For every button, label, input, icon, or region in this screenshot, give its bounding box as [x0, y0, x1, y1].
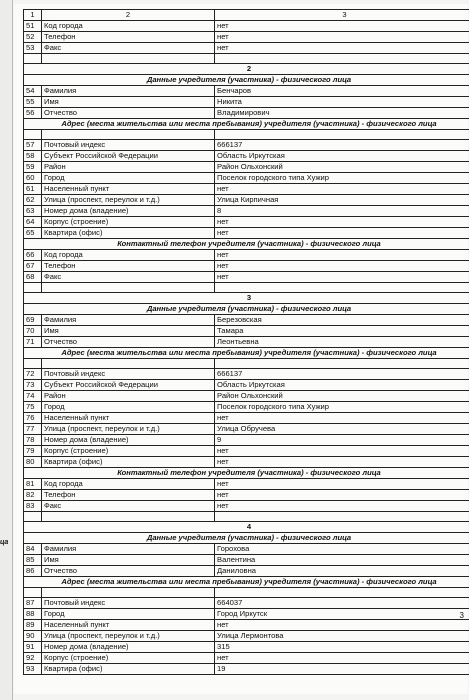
row-value: нет	[215, 490, 469, 501]
table-row	[24, 391, 469, 402]
row-value: 666137	[215, 140, 469, 151]
row-number: 58	[24, 151, 42, 162]
heading-text: Данные учредителя (участника) - физического лица	[24, 304, 469, 315]
row-number: 71	[24, 337, 42, 348]
heading-text: Адрес (места жительства или места пребывания) учредителя (участника) - физического лица	[24, 577, 469, 588]
spacer-row	[24, 283, 469, 293]
row-value: Леонтьевна	[215, 337, 469, 348]
row-value: нет	[215, 21, 469, 32]
row-number: 85	[24, 555, 42, 566]
row-value: нет	[215, 413, 469, 424]
row-value: Район Ольхонский	[215, 162, 469, 173]
row-label: Отчество	[42, 566, 215, 577]
subsection-heading	[24, 304, 469, 315]
table-row	[24, 108, 469, 119]
row-label: Населенный пункт	[42, 413, 215, 424]
heading-text: Контактный телефон учредителя (участника) - физического лица	[24, 468, 469, 479]
table-row	[24, 151, 469, 162]
table-row	[24, 424, 469, 435]
row-number: 56	[24, 108, 42, 119]
row-label: Населенный пункт	[42, 184, 215, 195]
row-value: 664037	[215, 598, 469, 609]
row-label: Факс	[42, 501, 215, 512]
row-value: нет	[215, 620, 469, 631]
row-value: нет	[215, 272, 469, 283]
row-value: нет	[215, 261, 469, 272]
row-number: 74	[24, 391, 42, 402]
row-label: Почтовый индекс	[42, 598, 215, 609]
row-label: Телефон	[42, 490, 215, 501]
row-value: 9	[215, 435, 469, 446]
founder-section-number	[24, 64, 469, 75]
row-number: 61	[24, 184, 42, 195]
row-label: Корпус (строение)	[42, 446, 215, 457]
table-row	[24, 272, 469, 283]
table-row	[24, 250, 469, 261]
row-number: 54	[24, 86, 42, 97]
row-value: Бенчаров	[215, 86, 469, 97]
table-row	[24, 380, 469, 391]
heading-text: Контактный телефон учредителя (участника) - физического лица	[24, 239, 469, 250]
founder-section-number	[24, 522, 469, 533]
row-value: нет	[215, 43, 469, 54]
table-row	[24, 631, 469, 642]
row-label: Город	[42, 402, 215, 413]
row-value: Тамара	[215, 326, 469, 337]
table-row	[24, 32, 469, 43]
row-value: нет	[215, 184, 469, 195]
row-value: нет	[215, 653, 469, 664]
founders-table	[23, 9, 469, 675]
table-row	[24, 173, 469, 184]
row-value: Даниловна	[215, 566, 469, 577]
spacer-row	[24, 512, 469, 522]
table-row	[24, 620, 469, 631]
table-row	[24, 326, 469, 337]
table-row	[24, 457, 469, 468]
table-row	[24, 315, 469, 326]
row-label: Телефон	[42, 261, 215, 272]
row-number: 83	[24, 501, 42, 512]
row-number: 91	[24, 642, 42, 653]
row-number: 67	[24, 261, 42, 272]
row-number: 82	[24, 490, 42, 501]
row-number: 73	[24, 380, 42, 391]
subsection-heading	[24, 239, 469, 250]
row-label: Факс	[42, 272, 215, 283]
row-value: Улица Лермонтова	[215, 631, 469, 642]
table-row	[24, 402, 469, 413]
heading-text: Адрес (места жительства или места пребывания) учредителя (участника) - физического лица	[24, 119, 469, 130]
row-label: Улица (проспект, переулок и т.д.)	[42, 195, 215, 206]
row-number: 62	[24, 195, 42, 206]
row-value: Улица Кирпичная	[215, 195, 469, 206]
row-number: 63	[24, 206, 42, 217]
table-row	[24, 642, 469, 653]
row-label: Улица (проспект, переулок и т.д.)	[42, 424, 215, 435]
heading-text: Адрес (места жительства или места пребывания) учредителя (участника) - физического лица	[24, 348, 469, 359]
table-row	[24, 206, 469, 217]
address-heading	[24, 348, 469, 359]
table-row	[24, 337, 469, 348]
table-row	[24, 97, 469, 108]
table-row	[24, 501, 469, 512]
row-number: 55	[24, 97, 42, 108]
row-label: Код города	[42, 250, 215, 261]
table-row	[24, 664, 469, 675]
page-number: 3	[459, 611, 464, 620]
address-heading	[24, 577, 469, 588]
row-number: 51	[24, 21, 42, 32]
row-value: нет	[215, 217, 469, 228]
row-number: 81	[24, 479, 42, 490]
row-label: Улица (проспект, переулок и т.д.)	[42, 631, 215, 642]
heading-text: 4	[24, 522, 469, 533]
subsection-heading	[24, 75, 469, 86]
row-label: Субъект Российской Федерации	[42, 151, 215, 162]
row-number: 65	[24, 228, 42, 239]
row-value: Березовская	[215, 315, 469, 326]
row-number: 80	[24, 457, 42, 468]
spacer-row	[24, 130, 469, 140]
heading-text: 2	[24, 64, 469, 75]
table-row	[24, 413, 469, 424]
table-row	[24, 555, 469, 566]
row-label: Фамилия	[42, 86, 215, 97]
row-label: Квартира (офис)	[42, 457, 215, 468]
row-number: 69	[24, 315, 42, 326]
table-row	[24, 544, 469, 555]
row-number: 72	[24, 369, 42, 380]
row-number: 93	[24, 664, 42, 675]
spacer-row	[24, 359, 469, 369]
spacer-row	[24, 588, 469, 598]
row-number: 79	[24, 446, 42, 457]
row-value: Область Иркутская	[215, 380, 469, 391]
row-value: нет	[215, 457, 469, 468]
row-value: нет	[215, 501, 469, 512]
row-value: Горохова	[215, 544, 469, 555]
table-row	[24, 479, 469, 490]
row-label: Телефон	[42, 32, 215, 43]
row-value: Никита	[215, 97, 469, 108]
row-label: Корпус (строение)	[42, 217, 215, 228]
row-label: Город	[42, 609, 215, 620]
row-number: 90	[24, 631, 42, 642]
row-number: 77	[24, 424, 42, 435]
row-number: 70	[24, 326, 42, 337]
row-value: Поселок городского типа Хужир	[215, 173, 469, 184]
row-number: 57	[24, 140, 42, 151]
row-label: Номер дома (владение)	[42, 206, 215, 217]
row-value: Владимирович	[215, 108, 469, 119]
row-value: Район Ольхонский	[215, 391, 469, 402]
row-label: Номер дома (владение)	[42, 642, 215, 653]
column-header-2: 2	[42, 10, 215, 21]
table-row	[24, 446, 469, 457]
row-number: 59	[24, 162, 42, 173]
row-label: Номер дома (владение)	[42, 435, 215, 446]
row-label: Факс	[42, 43, 215, 54]
row-number: 89	[24, 620, 42, 631]
row-number: 52	[24, 32, 42, 43]
row-value: нет	[215, 228, 469, 239]
row-value: нет	[215, 250, 469, 261]
row-number: 68	[24, 272, 42, 283]
row-value: нет	[215, 32, 469, 43]
row-number: 78	[24, 435, 42, 446]
row-label: Имя	[42, 97, 215, 108]
table-row	[24, 369, 469, 380]
row-label: Населенный пункт	[42, 620, 215, 631]
row-label: Имя	[42, 326, 215, 337]
table-row	[24, 228, 469, 239]
row-label: Почтовый индекс	[42, 369, 215, 380]
column-header-3: 3	[215, 10, 469, 21]
previous-page-edge	[0, 0, 13, 700]
row-label: Квартира (офис)	[42, 228, 215, 239]
table-row	[24, 184, 469, 195]
heading-text: 3	[24, 293, 469, 304]
row-label: Корпус (строение)	[42, 653, 215, 664]
row-number: 88	[24, 609, 42, 620]
row-number: 64	[24, 217, 42, 228]
row-number: 76	[24, 413, 42, 424]
row-label: Субъект Российской Федерации	[42, 380, 215, 391]
table-row	[24, 21, 469, 32]
row-value: 666137	[215, 369, 469, 380]
table-row	[24, 195, 469, 206]
row-value: нет	[215, 446, 469, 457]
spacer-row	[24, 54, 469, 64]
row-label: Отчество	[42, 108, 215, 119]
subsection-heading	[24, 533, 469, 544]
row-value: Валентина	[215, 555, 469, 566]
row-label: Квартира (офис)	[42, 664, 215, 675]
row-label: Почтовый индекс	[42, 140, 215, 151]
row-number: 87	[24, 598, 42, 609]
column-header-row	[24, 10, 469, 21]
row-label: Район	[42, 391, 215, 402]
row-label: Фамилия	[42, 315, 215, 326]
row-number: 84	[24, 544, 42, 555]
table-row	[24, 653, 469, 664]
table-row	[24, 86, 469, 97]
table-row	[24, 598, 469, 609]
address-heading	[24, 119, 469, 130]
row-label: Район	[42, 162, 215, 173]
row-number: 75	[24, 402, 42, 413]
row-number: 86	[24, 566, 42, 577]
row-label: Фамилия	[42, 544, 215, 555]
table-row	[24, 609, 469, 620]
table-row	[24, 140, 469, 151]
row-number: 92	[24, 653, 42, 664]
table-row	[24, 162, 469, 173]
row-value: Поселок городского типа Хужир	[215, 402, 469, 413]
table-row	[24, 43, 469, 54]
table-row	[24, 435, 469, 446]
row-label: Код города	[42, 21, 215, 32]
row-value: Улица Обручева	[215, 424, 469, 435]
row-number: 53	[24, 43, 42, 54]
heading-text: Данные учредителя (участника) - физического лица	[24, 75, 469, 86]
row-value: 19	[215, 664, 469, 675]
table-row	[24, 217, 469, 228]
row-value: нет	[215, 479, 469, 490]
heading-text: Данные учредителя (участника) - физического лица	[24, 533, 469, 544]
row-value: 8	[215, 206, 469, 217]
table-row	[24, 490, 469, 501]
table-row	[24, 566, 469, 577]
founder-section-number	[24, 293, 469, 304]
table-row	[24, 261, 469, 272]
row-value: Область Иркутская	[215, 151, 469, 162]
column-header-1: 1	[24, 10, 42, 21]
row-label: Отчество	[42, 337, 215, 348]
row-label: Город	[42, 173, 215, 184]
subsection-heading	[24, 468, 469, 479]
row-number: 60	[24, 173, 42, 184]
row-value: 315	[215, 642, 469, 653]
margin-fragment: ца	[0, 539, 9, 546]
row-label: Код города	[42, 479, 215, 490]
row-label: Имя	[42, 555, 215, 566]
row-number: 66	[24, 250, 42, 261]
row-value: Город Иркутск	[215, 609, 469, 620]
